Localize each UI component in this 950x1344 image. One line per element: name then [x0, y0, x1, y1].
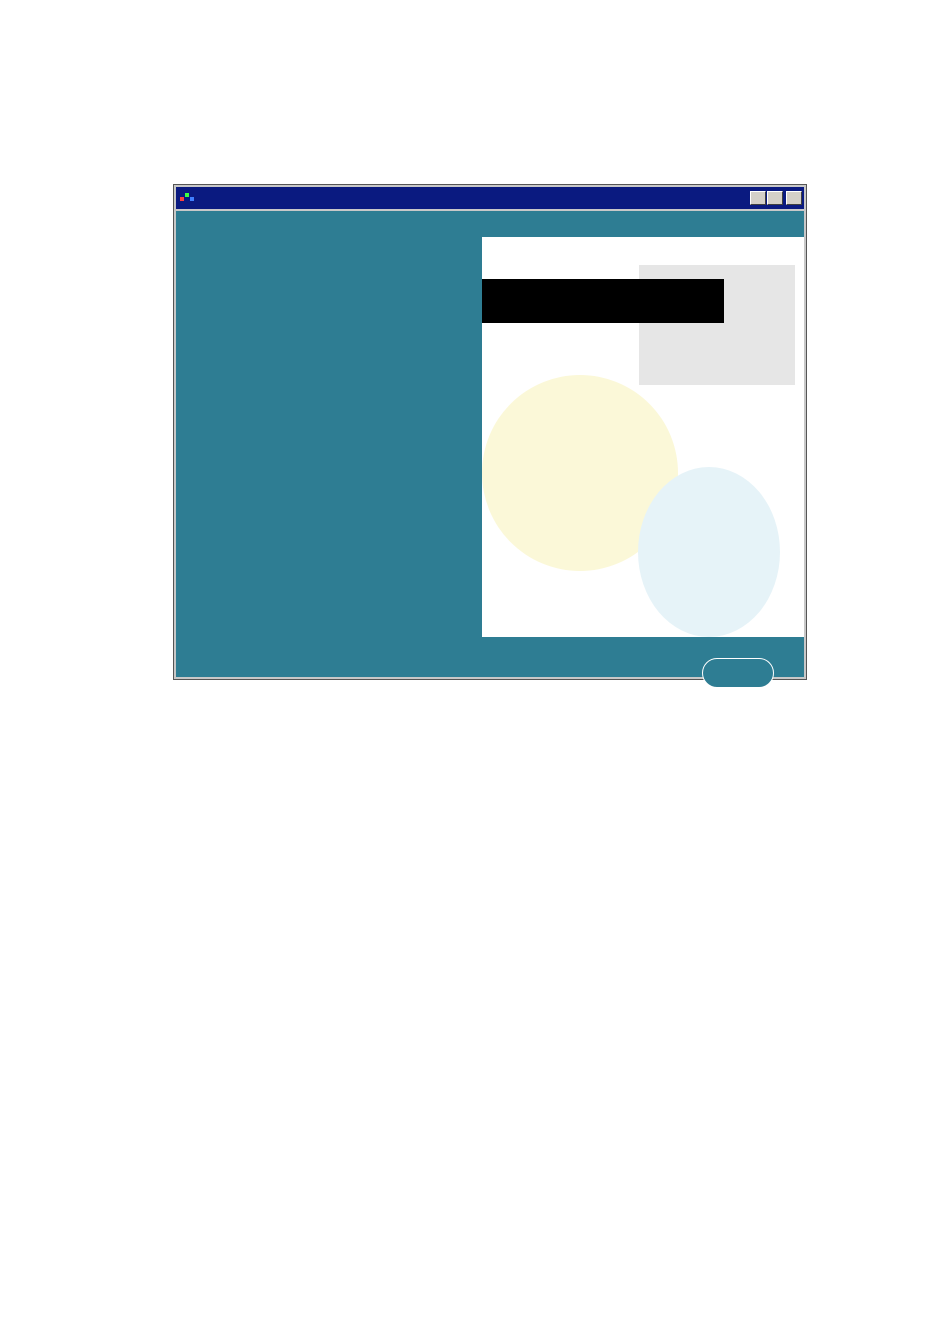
wizard-client-area — [176, 211, 804, 677]
decor-circle — [638, 467, 780, 637]
info-panel — [482, 237, 804, 637]
app-icon — [180, 191, 196, 205]
panel-heading — [482, 279, 724, 323]
maximize-button[interactable] — [767, 191, 783, 205]
wizard-window-screenshot — [173, 184, 807, 680]
minimize-button[interactable] — [750, 191, 766, 205]
close-window-button[interactable] — [786, 191, 802, 205]
window-titlebar — [176, 187, 804, 209]
close-button[interactable] — [702, 658, 774, 688]
